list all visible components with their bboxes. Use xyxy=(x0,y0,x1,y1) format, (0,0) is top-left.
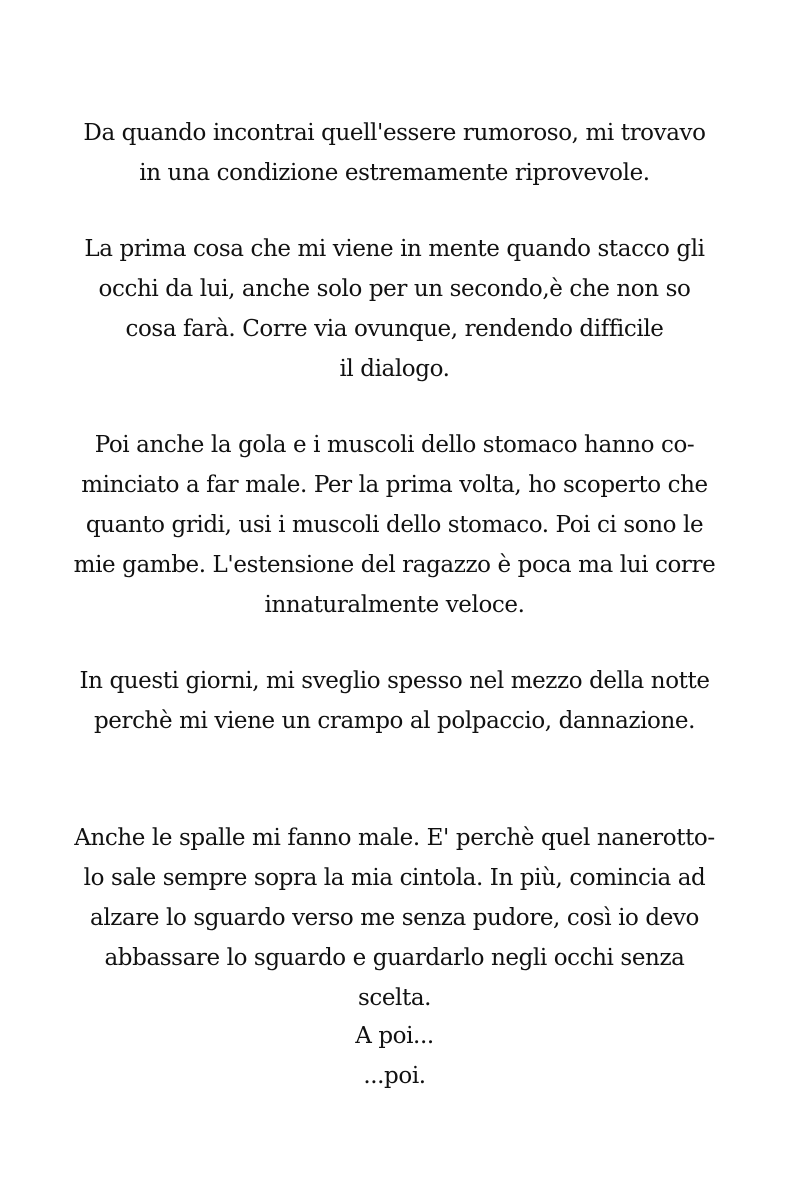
text-line: perchè mi viene un crampo al polpaccio, dannazione. xyxy=(93,708,696,734)
paragraph-1 xyxy=(20,113,769,193)
text-line: cosa farà. Corre via ovunque, rendendo difficile xyxy=(125,316,664,342)
text-line: alzare lo sguardo verso me senza pudore, così io devo xyxy=(90,905,699,931)
paragraph-5 xyxy=(20,818,769,1018)
text-line: ...poi. xyxy=(363,1063,426,1089)
text-line: lo sale sempre sopra la mia cintola. In più, comincia ad xyxy=(83,865,706,891)
paragraph-6 xyxy=(20,1016,769,1096)
text-line: mie gambe. L'estensione del ragazzo è poca ma lui corre xyxy=(73,552,716,578)
paragraph-4 xyxy=(20,661,769,741)
text-line: Anche le spalle mi fanno male. E' perchè quel nanerotto- xyxy=(74,825,715,851)
text-line: abbassare lo sguardo e guardarlo negli occhi senza xyxy=(104,945,685,971)
text-line: quanto gridi, usi i muscoli dello stomaco. Poi ci sono le xyxy=(85,512,704,538)
text-line: A poi... xyxy=(355,1023,434,1049)
text-line: Da quando incontrai quell'essere rumoroso, mi trovavo xyxy=(83,120,706,146)
text-line: occhi da lui, anche solo per un secondo,è che non so xyxy=(98,276,691,302)
paragraph-2 xyxy=(20,229,769,389)
text-line: La prima cosa che mi viene in mente quando stacco gli xyxy=(84,236,705,262)
text-line: scelta. xyxy=(357,985,432,1011)
text-line: il dialogo. xyxy=(339,356,450,382)
text-line: In questi giorni, mi sveglio spesso nel mezzo della notte xyxy=(79,668,710,694)
text-line: Poi anche la gola e i muscoli dello stomaco hanno co- xyxy=(94,432,695,458)
text-line: innaturalmente veloce. xyxy=(264,592,525,618)
text-line: in una condizione estremamente riprovevole. xyxy=(139,160,650,186)
text-line: minciato a far male. Per la prima volta, ho scoperto che xyxy=(81,472,708,498)
paragraph-3 xyxy=(20,425,769,625)
